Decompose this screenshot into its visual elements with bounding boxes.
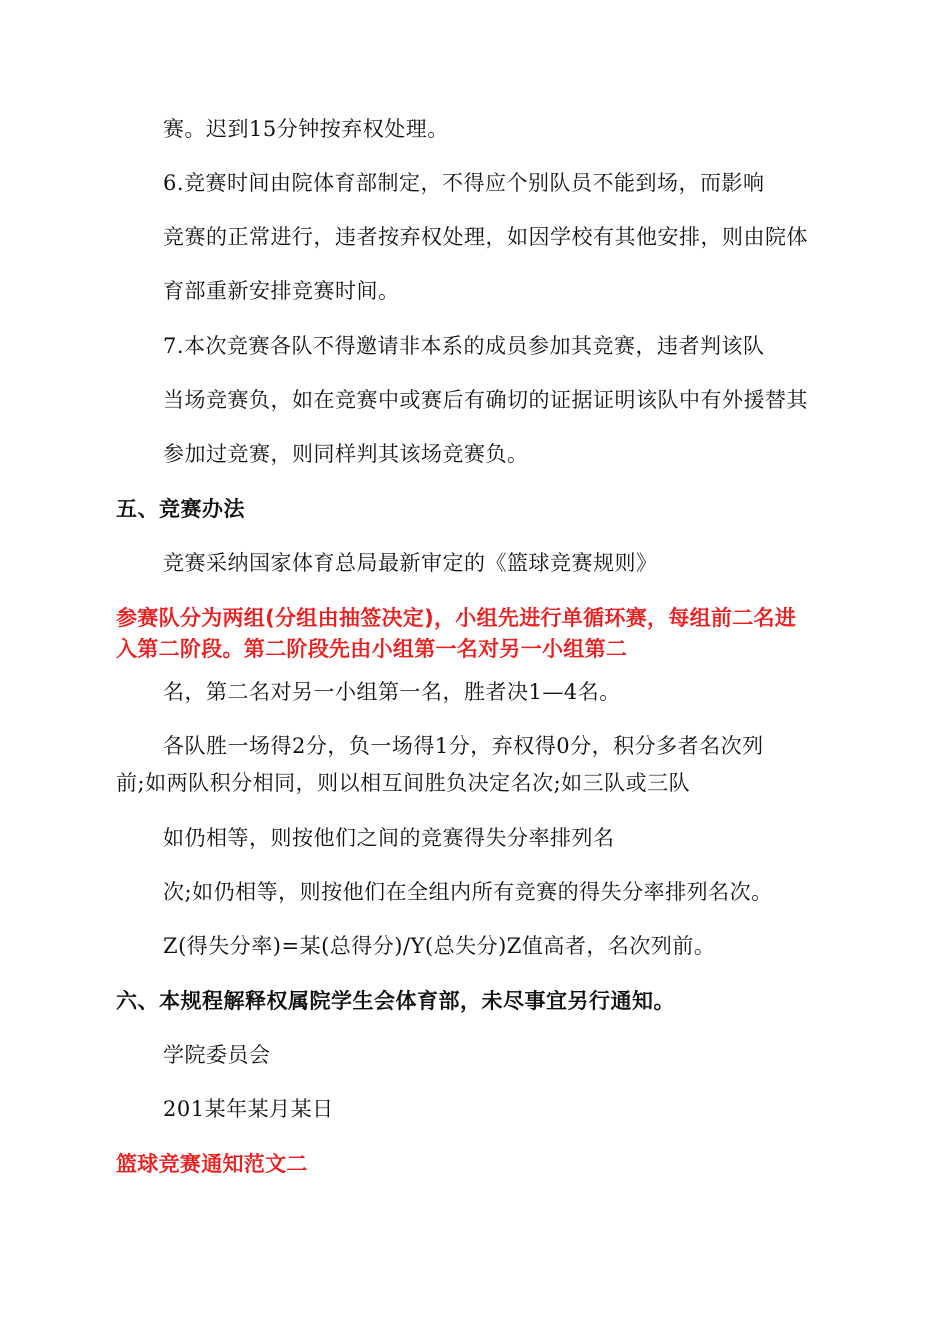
paragraph-line: 如仍相等，则按他们之间的竞赛得失分率排列名	[163, 826, 615, 850]
paragraph-line: 赛。迟到15分钟按弃权处理。	[163, 117, 449, 141]
paragraph-line: 名，第二名对另一小组第一名，胜者决1—4名。	[163, 680, 621, 704]
paragraph-line: 次;如仍相等，则按他们在全组内所有竞赛的得失分率排列名次。	[163, 880, 773, 904]
paragraph-line: 7.本次竞赛各队不得邀请非本系的成员参加其竞赛，违者判该队	[163, 334, 765, 358]
paragraph-line: 参加过竞赛，则同样判其该场竞赛负。	[163, 442, 529, 466]
paragraph-line: 竞赛采纳国家体育总局最新审定的《篮球竞赛规则》	[163, 551, 658, 575]
highlighted-line: 参赛队分为两组(分组由抽签决定)，小组先进行单循环赛，每组前二名进	[116, 606, 797, 630]
paragraph-line: 前;如两队积分相同，则以相互间胜负决定名次;如三队或三队	[116, 771, 691, 795]
paragraph-line: 育部重新安排竞赛时间。	[163, 279, 400, 303]
paragraph-line: 竞赛的正常进行，违者按弃权处理，如因学校有其他安排，则由院体	[163, 225, 808, 249]
next-section-title: 篮球竞赛通知范文二	[116, 1152, 308, 1176]
paragraph-line: 6.竞赛时间由院体育部制定，不得应个别队员不能到场，而影响	[163, 171, 765, 195]
highlighted-line: 入第二阶段。第二阶段先由小组第一名对另一小组第二	[116, 637, 628, 661]
signature-date: 201某年某月某日	[163, 1097, 334, 1121]
paragraph-line: 各队胜一场得2分，负一场得1分，弃权得0分，积分多者名次列	[163, 734, 764, 758]
formula-line: Z(得失分率)=某(总得分)/Y(总失分)Z值高者，名次列前。	[163, 934, 716, 958]
signature-org: 学院委员会	[163, 1043, 271, 1067]
section-heading-5: 五、竞赛办法	[116, 497, 245, 521]
section-heading-6: 六、本规程解释权属院学生会体育部，未尽事宜另行通知。	[116, 989, 675, 1013]
paragraph-line: 当场竞赛负，如在竞赛中或赛后有确切的证据证明该队中有外援替其	[163, 388, 808, 412]
